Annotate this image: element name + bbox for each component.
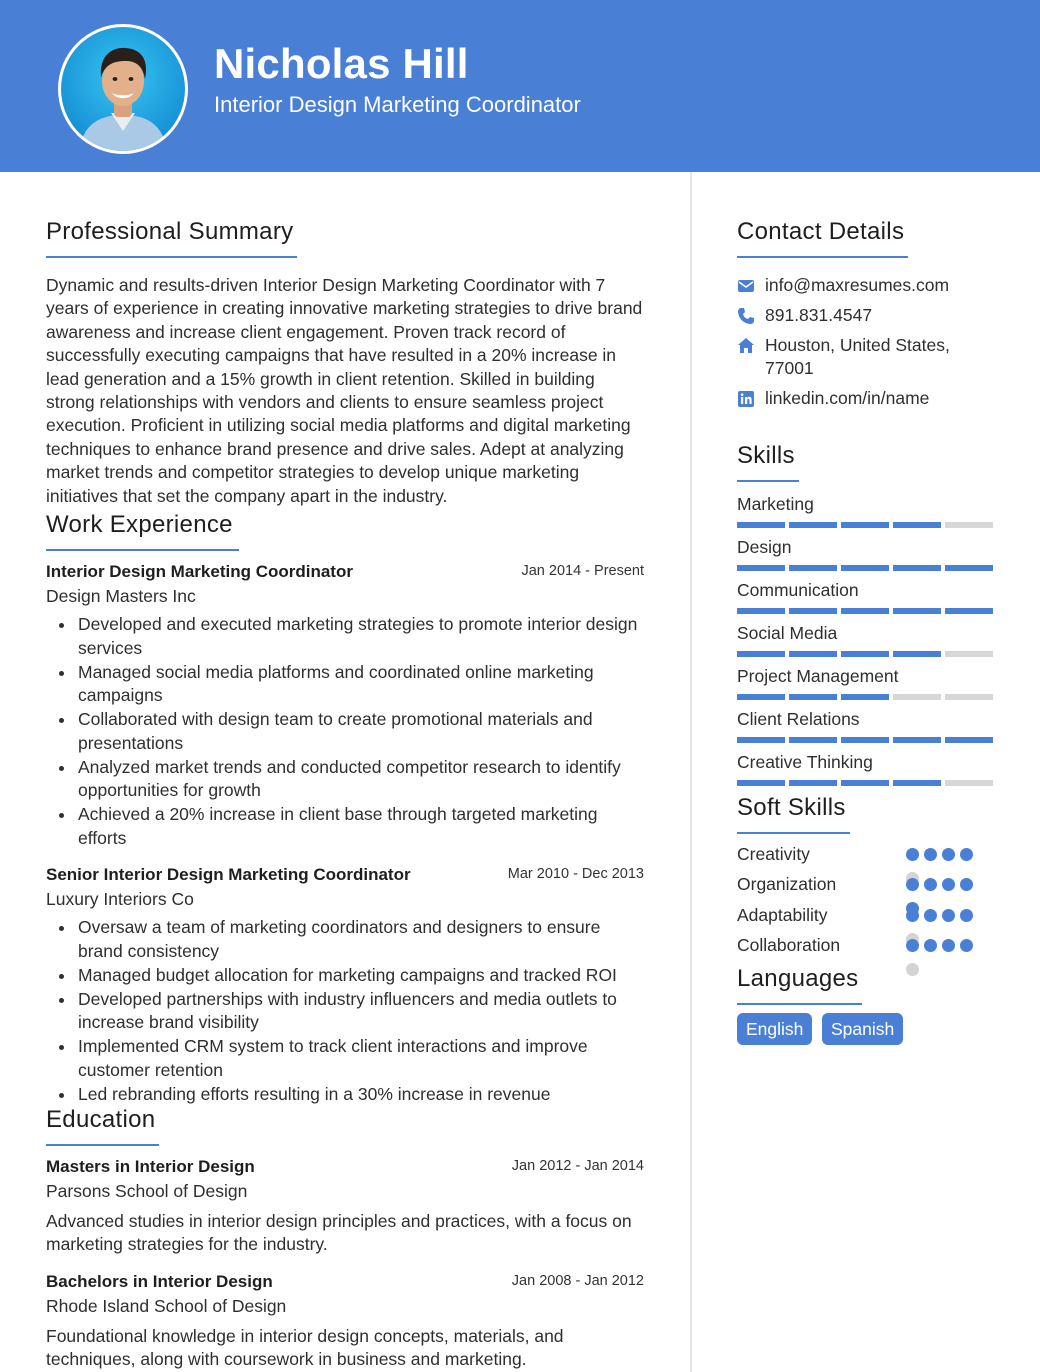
list-item: Led rebranding efforts resulting in a 30% increase in revenue xyxy=(46,1083,644,1107)
education-description: Advanced studies in interior design principles and practices, with a focus on marketing strategies for the industry. xyxy=(46,1211,632,1255)
rating-dot xyxy=(942,939,955,952)
languages-heading: Languages xyxy=(737,965,862,1005)
summary-heading: Professional Summary xyxy=(46,218,297,258)
skill-name: Communication xyxy=(737,580,859,600)
skill-bar-segment xyxy=(841,651,889,657)
skill-bar-segment xyxy=(789,565,837,571)
soft-skill-name: Organization xyxy=(737,874,837,894)
skill-bar-segment xyxy=(945,694,993,700)
soft-skill-item xyxy=(737,935,993,957)
education-entry xyxy=(46,1272,644,1372)
skill-bar-segment xyxy=(737,694,785,700)
skill-name: Client Relations xyxy=(737,709,860,729)
candidate-name: Nicholas Hill xyxy=(214,40,469,87)
skill-bar-segment xyxy=(945,737,993,743)
contact-address: Houston, United States, 77001 xyxy=(737,334,977,380)
list-item: Collaborated with design team to create promotional materials and presentations xyxy=(46,708,644,755)
skill-bar-segment xyxy=(841,694,889,700)
degree-title: Masters in Interior Design xyxy=(46,1157,255,1176)
rating-dot xyxy=(906,909,919,922)
skill-level-bar xyxy=(737,522,993,528)
summary-text: Dynamic and results-driven Interior Design Marketing Coordinator with 7 years of experience in creating innovative marketing strategies to drive brand awareness and increase client engagement. Proven track record of successfully executing campaigns that have resulted in a 20% increase in lead generation and a 15% growth in client retention. Skilled in building strong relationships with vendors and clients to ensure seamless project execution. Proficient in utilizing social media platforms and digital marketing techniques to enhance brand presence and drive sales. Adept at analyzing market trends and competitor strategies to develop unique marketing initiatives that set the company apart in the industry. xyxy=(46,275,643,506)
contact-heading: Contact Details xyxy=(737,218,908,258)
contact-list xyxy=(737,274,993,414)
soft-skill-item xyxy=(737,844,993,866)
rating-dot xyxy=(924,939,937,952)
company-name: Design Masters Inc xyxy=(46,586,196,606)
job-bullets xyxy=(46,916,644,1106)
skill-item xyxy=(737,494,993,515)
rating-dot xyxy=(906,963,919,976)
experience-heading: Work Experience xyxy=(46,511,239,551)
phone-icon xyxy=(737,307,755,325)
skill-bar-segment xyxy=(841,608,889,614)
home-icon xyxy=(737,337,755,355)
skill-bar-segment xyxy=(893,608,941,614)
skill-level-bar xyxy=(737,780,993,786)
contact-linkedin[interactable]: linkedin.com/in/name xyxy=(737,387,929,410)
skill-name: Social Media xyxy=(737,623,838,643)
skill-bar-segment xyxy=(945,565,993,571)
job-entry xyxy=(46,865,644,1107)
skill-bar-segment xyxy=(841,737,889,743)
education-date: Jan 2012 - Jan 2014 xyxy=(511,1158,644,1174)
linkedin-icon xyxy=(737,390,755,408)
skill-bar-segment xyxy=(789,522,837,528)
rating-dot xyxy=(960,848,973,861)
list-item: Oversaw a team of marketing coordinators and designers to ensure brand consistency xyxy=(46,916,644,963)
job-bullets xyxy=(46,613,644,851)
rating-dot xyxy=(942,848,955,861)
rating-dot xyxy=(960,939,973,952)
skill-bar-segment xyxy=(737,737,785,743)
skill-bar-segment xyxy=(789,737,837,743)
skill-level-bar xyxy=(737,694,993,700)
language-badge-spanish: Spanish xyxy=(822,1013,903,1045)
skill-bar-segment xyxy=(789,608,837,614)
rating-dot xyxy=(960,909,973,922)
soft-skill-item xyxy=(737,905,993,927)
column-divider xyxy=(690,172,692,1372)
rating-dot xyxy=(942,878,955,891)
rating-dot xyxy=(906,939,919,952)
rating-dot xyxy=(942,909,955,922)
skill-bar-segment xyxy=(893,522,941,528)
skill-level-bar xyxy=(737,608,993,614)
skill-item xyxy=(737,666,993,687)
skill-bar-segment xyxy=(841,522,889,528)
soft-skill-name: Collaboration xyxy=(737,935,841,955)
skill-item xyxy=(737,752,993,773)
job-title: Senior Interior Design Marketing Coordinator xyxy=(46,865,411,884)
skill-name: Project Management xyxy=(737,666,899,686)
skill-bar-segment xyxy=(945,608,993,614)
education-description: Foundational knowledge in interior design concepts, materials, and techniques, along with coursework in business and marketing. xyxy=(46,1326,564,1370)
contact-phone[interactable]: 891.831.4547 xyxy=(737,304,872,327)
skill-level-bar xyxy=(737,651,993,657)
list-item: Implemented CRM system to track client interactions and improve customer retention xyxy=(46,1035,644,1082)
profile-photo xyxy=(58,24,188,154)
job-date: Jan 2014 - Present xyxy=(521,563,644,579)
degree-title: Bachelors in Interior Design xyxy=(46,1272,273,1291)
rating-dot xyxy=(906,878,919,891)
education-heading: Education xyxy=(46,1106,159,1146)
rating-dot xyxy=(906,848,919,861)
skills-list xyxy=(737,494,993,794)
skill-bar-segment xyxy=(945,522,993,528)
soft-skill-item xyxy=(737,874,993,896)
company-name: Luxury Interiors Co xyxy=(46,889,194,909)
skill-item xyxy=(737,537,993,558)
skill-bar-segment xyxy=(893,780,941,786)
list-item: Developed and executed marketing strategies to promote interior design services xyxy=(46,613,644,660)
school-name: Parsons School of Design xyxy=(46,1181,248,1201)
soft-skills-heading: Soft Skills xyxy=(737,794,850,834)
job-entry xyxy=(46,562,644,851)
skill-item xyxy=(737,623,993,644)
skill-bar-segment xyxy=(841,780,889,786)
skill-bar-segment xyxy=(737,780,785,786)
list-item: Analyzed market trends and conducted competitor research to identify opportunities for growth xyxy=(46,756,644,803)
skill-bar-segment xyxy=(789,780,837,786)
skills-heading: Skills xyxy=(737,442,799,482)
skill-name: Design xyxy=(737,537,792,557)
list-item: Achieved a 20% increase in client base through targeted marketing efforts xyxy=(46,803,644,850)
skill-bar-segment xyxy=(893,737,941,743)
skill-bar-segment xyxy=(893,651,941,657)
soft-skill-name: Creativity xyxy=(737,844,810,864)
rating-dot xyxy=(924,848,937,861)
skill-bar-segment xyxy=(789,694,837,700)
list-item: Developed partnerships with industry influencers and media outlets to increase brand visibility xyxy=(46,988,644,1035)
skill-level-bar xyxy=(737,565,993,571)
contact-email[interactable]: info@maxresumes.com xyxy=(737,274,949,297)
skill-bar-segment xyxy=(737,651,785,657)
skill-item xyxy=(737,709,993,730)
envelope-icon xyxy=(737,277,755,295)
list-item: Managed budget allocation for marketing campaigns and tracked ROI xyxy=(46,964,644,988)
skill-bar-segment xyxy=(737,565,785,571)
skill-bar-segment xyxy=(893,694,941,700)
list-item: Managed social media platforms and coordinated online marketing campaigns xyxy=(46,661,644,708)
skill-bar-segment xyxy=(893,565,941,571)
soft-skill-name: Adaptability xyxy=(737,905,828,925)
skill-bar-segment xyxy=(737,608,785,614)
rating-dot xyxy=(924,909,937,922)
school-name: Rhode Island School of Design xyxy=(46,1296,287,1316)
skill-bar-segment xyxy=(841,565,889,571)
job-date: Mar 2010 - Dec 2013 xyxy=(507,866,644,882)
job-title: Interior Design Marketing Coordinator xyxy=(46,562,353,581)
skill-bar-segment xyxy=(789,651,837,657)
rating-dot xyxy=(924,878,937,891)
education-entry xyxy=(46,1157,644,1257)
avatar-portrait-icon xyxy=(61,27,185,151)
skill-item xyxy=(737,580,993,601)
language-badge-english: English xyxy=(737,1013,812,1045)
skill-name: Creative Thinking xyxy=(737,752,873,772)
skill-name: Marketing xyxy=(737,494,814,514)
education-date: Jan 2008 - Jan 2012 xyxy=(511,1273,644,1289)
rating-dot xyxy=(960,878,973,891)
resume-header xyxy=(0,0,1040,172)
skill-bar-segment xyxy=(737,522,785,528)
skill-level-bar xyxy=(737,737,993,743)
soft-skills-list xyxy=(737,844,993,984)
skill-bar-segment xyxy=(945,651,993,657)
skill-bar-segment xyxy=(945,780,993,786)
candidate-title: Interior Design Marketing Coordinator xyxy=(214,92,581,117)
